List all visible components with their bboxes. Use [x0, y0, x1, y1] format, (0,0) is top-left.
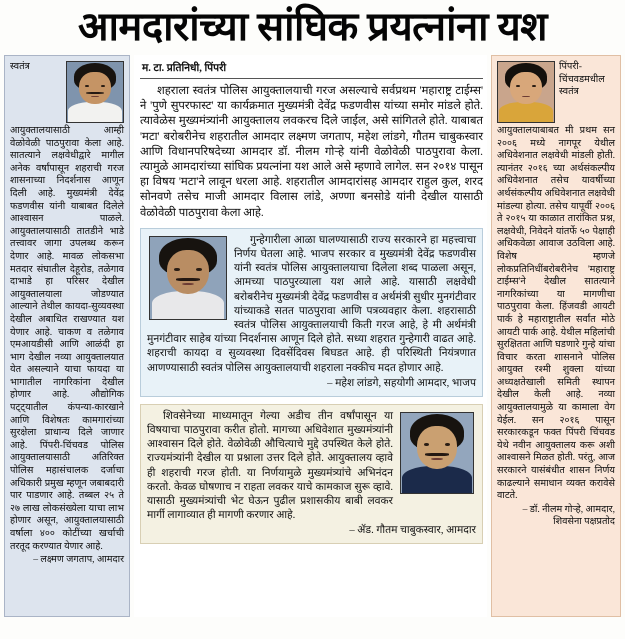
- quote-box-mahesh-landge: [140, 228, 483, 397]
- portrait-illustration: [498, 62, 554, 122]
- main-article-column: [134, 55, 487, 617]
- byline: म. टा. प्रतिनिधी, पिंपरी: [142, 63, 227, 74]
- columns-container: [0, 55, 625, 621]
- article-paragraph: शहराला स्वतंत्र पोलिस आयुक्तालयाची गरज असल्याचे सर्वप्रथम 'महाराष्ट्र टाईम्स' ने 'पुणे सुपरफास्ट' या कार्यक्रमात मुख्यमंत्री देवेंद्र फडणवीस यांच्या समोर मांडले होते. त्यावेळेस मुख्यमंत्र्यांनी आयुक्तालय लवकरच दिले जाईल, असे सांगितले होते. याबाबत 'मटा' बरोबरीनेच शहरातील आमदार लक्ष्मण जगताप, महेश लांडगे, गौतम चाबुकस्वार आणि विधानपरिषदेच्या आमदार डॉ. नीलम गोऱ्हे यांनी वेळोवेळी पाठपुरावा केला. त्यामुळे आमदारांच्या सांघिक प्रयत्नांना यश आले असे म्हणावे लागेल. सन २०१४ पासून हा विषय 'मटा'ने लावून धरला आहे. शहरातील आमदारांसह आमदार राहुल कुल, शरद सोनवणे तसेच माजी आमदार विलास लांडे, अण्णा बनसोडे यांनी देखील यासाठी वेळोवेळी पाठपुरावा केला आहे.: [140, 85, 483, 219]
- avatar-mahesh-landge: [149, 236, 227, 320]
- right-quote-attribution: – डॉ. नीलम गोऱ्हे, आमदार, शिवसेना पक्षप्रतोद: [522, 503, 615, 528]
- byline-rule: [140, 78, 483, 79]
- avatar-laxman-jagtap: [66, 61, 124, 123]
- avatar-gautam-chabukswar: [400, 412, 474, 494]
- quote-box-gautam-chabukswar: [140, 404, 483, 545]
- avatar-neelam-gorhe: [497, 61, 555, 123]
- quote-attribution: – महेश लांडगे, सहयोगी आमदार, भाजप: [327, 377, 476, 389]
- article-body: [140, 84, 483, 221]
- quote-body: शिवसेनेच्या माध्यमातून गेल्या अडीच तीन वर्षांपासून या विषयाचा पाठपुरावा करीत होतो. मागच्या अधिवेशात मुख्यमंत्र्यांनी आश्वासन दिले होते. वेळोवेळी औचित्याचे मुद्दे उपस्थित केले होते. राज्यमंत्र्यांनी देखील या प्रश्नाला उत्तर दिले होते. आयुक्तालय व्हावे ही शहराची गरज होती. या निर्णयामुळे मुख्यमंत्र्यांचे अभिनंदन करतो. केवळ घोषणाच न राहता लवकर याचे कामकाज सुरू व्हावे. यासाठी मुख्यमंत्र्यांची भेट घेऊन पुढील प्रशासकीय बाबी लवकर मार्गी लागाव्यात ही मागणी करणार आहे.: [147, 410, 393, 522]
- quote-attribution: – ॲड. गौतम चाबुकस्वार, आमदार: [349, 525, 476, 537]
- portrait-illustration: [401, 413, 473, 493]
- right-quote-text: पिंपरी-चिंचवडमधील स्वतंत्र आयुक्तालयाबाबत मी प्रथम सन २००६ मध्ये नागपूर येथील अधिवेशनात लक्षवेधी मांडली होती. त्यानंतर २०१६ च्या अर्थसंकल्पीय अधिवेशनात तसेच यावर्षीच्या अर्थसंकल्पीय अधिवेशनात लक्षवेधी मांडल्या होत्या. तसेच यापूर्वी २००६ ते २०१५ या काळात तारांकित प्रश्न, लक्षवेधी, निवेदने यांतर्फे ५० पेक्षाही अधिकवेळा आवाज उठविला आहे. विशेष म्हणजे लोकप्रतिनिधींबरोबरीनेच 'महाराष्ट्र टाईम्स'ने देखील सातत्याने नागरिकांच्या या मागणीचा पाठपुरावा केला. हिंजवडी आयटी पार्क हे महाराष्ट्रातील सर्वांत मोठे आयटी पार्क आहे. येथील महिलांची सुरक्षितता आणि घडणारे गुन्हे यांचा विचार करता शासनाने पोलिस आयुक्त रश्मी शुक्ला यांच्या अध्यक्षतेखाली समिती स्थापन देखील केली आहे. नव्या आयुक्तालयामुळे या कामाला वेग येईल. सन २०१६ पासून सरकारकडून फक्त पिंपरी चिंचवड येथे नवीन आयुक्तालय करू अशी आश्वासने मिळत होती. परंतु, आज सरकारने यासंबंधीत शासन निर्णय काढल्याने समाधान व्यक्त करावेसे वाटते.: [497, 61, 615, 502]
- page-title: आमदारांच्या सांघिक प्रयत्नांना यश: [78, 4, 547, 49]
- quote-body: गुन्हेगारीला आळा घालण्यासाठी राज्य सरकारने हा महत्त्वाचा निर्णय घेतला आहे. भाजप सरकार व मुख्यमंत्री देवेंद्र फडणवीस यांनी स्वतंत्र पोलिस आयुक्तालयाचा दिलेला शब्द पाळला असून, आमच्या पाठपुरव्याला यश आले आहे. यासाठी लक्षवेधी बरोबरीनेच मुख्यमंत्री देवेंद्र फडणवीस व अर्थमंत्री सुधीर मुनगंटीवार यांच्याकडे सतत पाठपुरावा आणि पत्रव्यवहार केला. शहरासाठी स्वतंत्र पोलिस आयुक्तालयाची किती गरज आहे, हे मी अर्थमंत्री मुनगंटीवार साहेब यांच्या निदर्शनास आणून दिले होते. सध्या शहरात गुन्हेगारी वाढत आहे. शहराची कायदा व सुव्यवस्था दिवसेंदिवस बिघडत आहे. ही परिस्थिती नियंत्रणात आणण्यासाठी स्वतंत्र पोलिस आयुक्तालयाची शहराला नक्कीच मदत होणार आहे.: [147, 234, 476, 374]
- left-quote-attribution: – लक्ष्मण जगताप, आमदार: [33, 554, 124, 566]
- right-sidebar-quote: [491, 55, 621, 617]
- portrait-illustration: [150, 237, 226, 319]
- left-quote-text: स्वतंत्र आयुक्तालयासाठी आम्ही वेळोवेळी पाठपुरावा केला आहे. सातत्याने लक्षवेधीद्वारे मागील अनेक वर्षांपासून शहराची गरज शासनाच्या निदर्शनास आणून दिली आहे. मुख्यमंत्री देवेंद्र फडणवीस यांनी याबाबत दिलेले आश्वासन पाळले. आयुक्तालयासाठी तातडीने भाडे तत्त्वावर जागा उपलब्ध करून देणार आहे. मावळ लोकसभा मतदार संघातील देहूरोड, तळेगाव दाभाडे हा परिसर देखील आयुक्तालयाला जोडण्यात आल्याने तेथील कायदा-सुव्यवस्था देखील अबाधित राखण्यात यश येणार आहे. चाकण व तळेगाव एमआयडीसी आणि आळंदी हा भाग देखील नव्या आयुक्तालयात येत असल्याने याचा फायदा या भागातील नागरिकांना देखील होणार आहे. औद्योगिक पट्ट्यातील कंपन्या-कारखाने आणि विशेषतः कामगारांच्या सुरक्षेला प्राधान्य दिले जाणार आहे. पिंपरी-चिंचवड पोलिस आयुक्तालयासाठी अतिरिक्त पोलिस महासंचालक दर्जाचा अधिकारी प्रमुख म्हणून जबाबदारी पार पाडणार आहे. तब्बल २५ ते २७ लाख लोकसंख्येला याचा लाभ होणार असून, आयुक्तालयासाठी वर्षाला ४०० कोटींच्या खर्चाची तरतूद करण्यात येणार आहे.: [10, 61, 124, 552]
- headline-container: [0, 0, 625, 55]
- portrait-illustration: [67, 62, 123, 122]
- left-sidebar-quote: [4, 55, 130, 617]
